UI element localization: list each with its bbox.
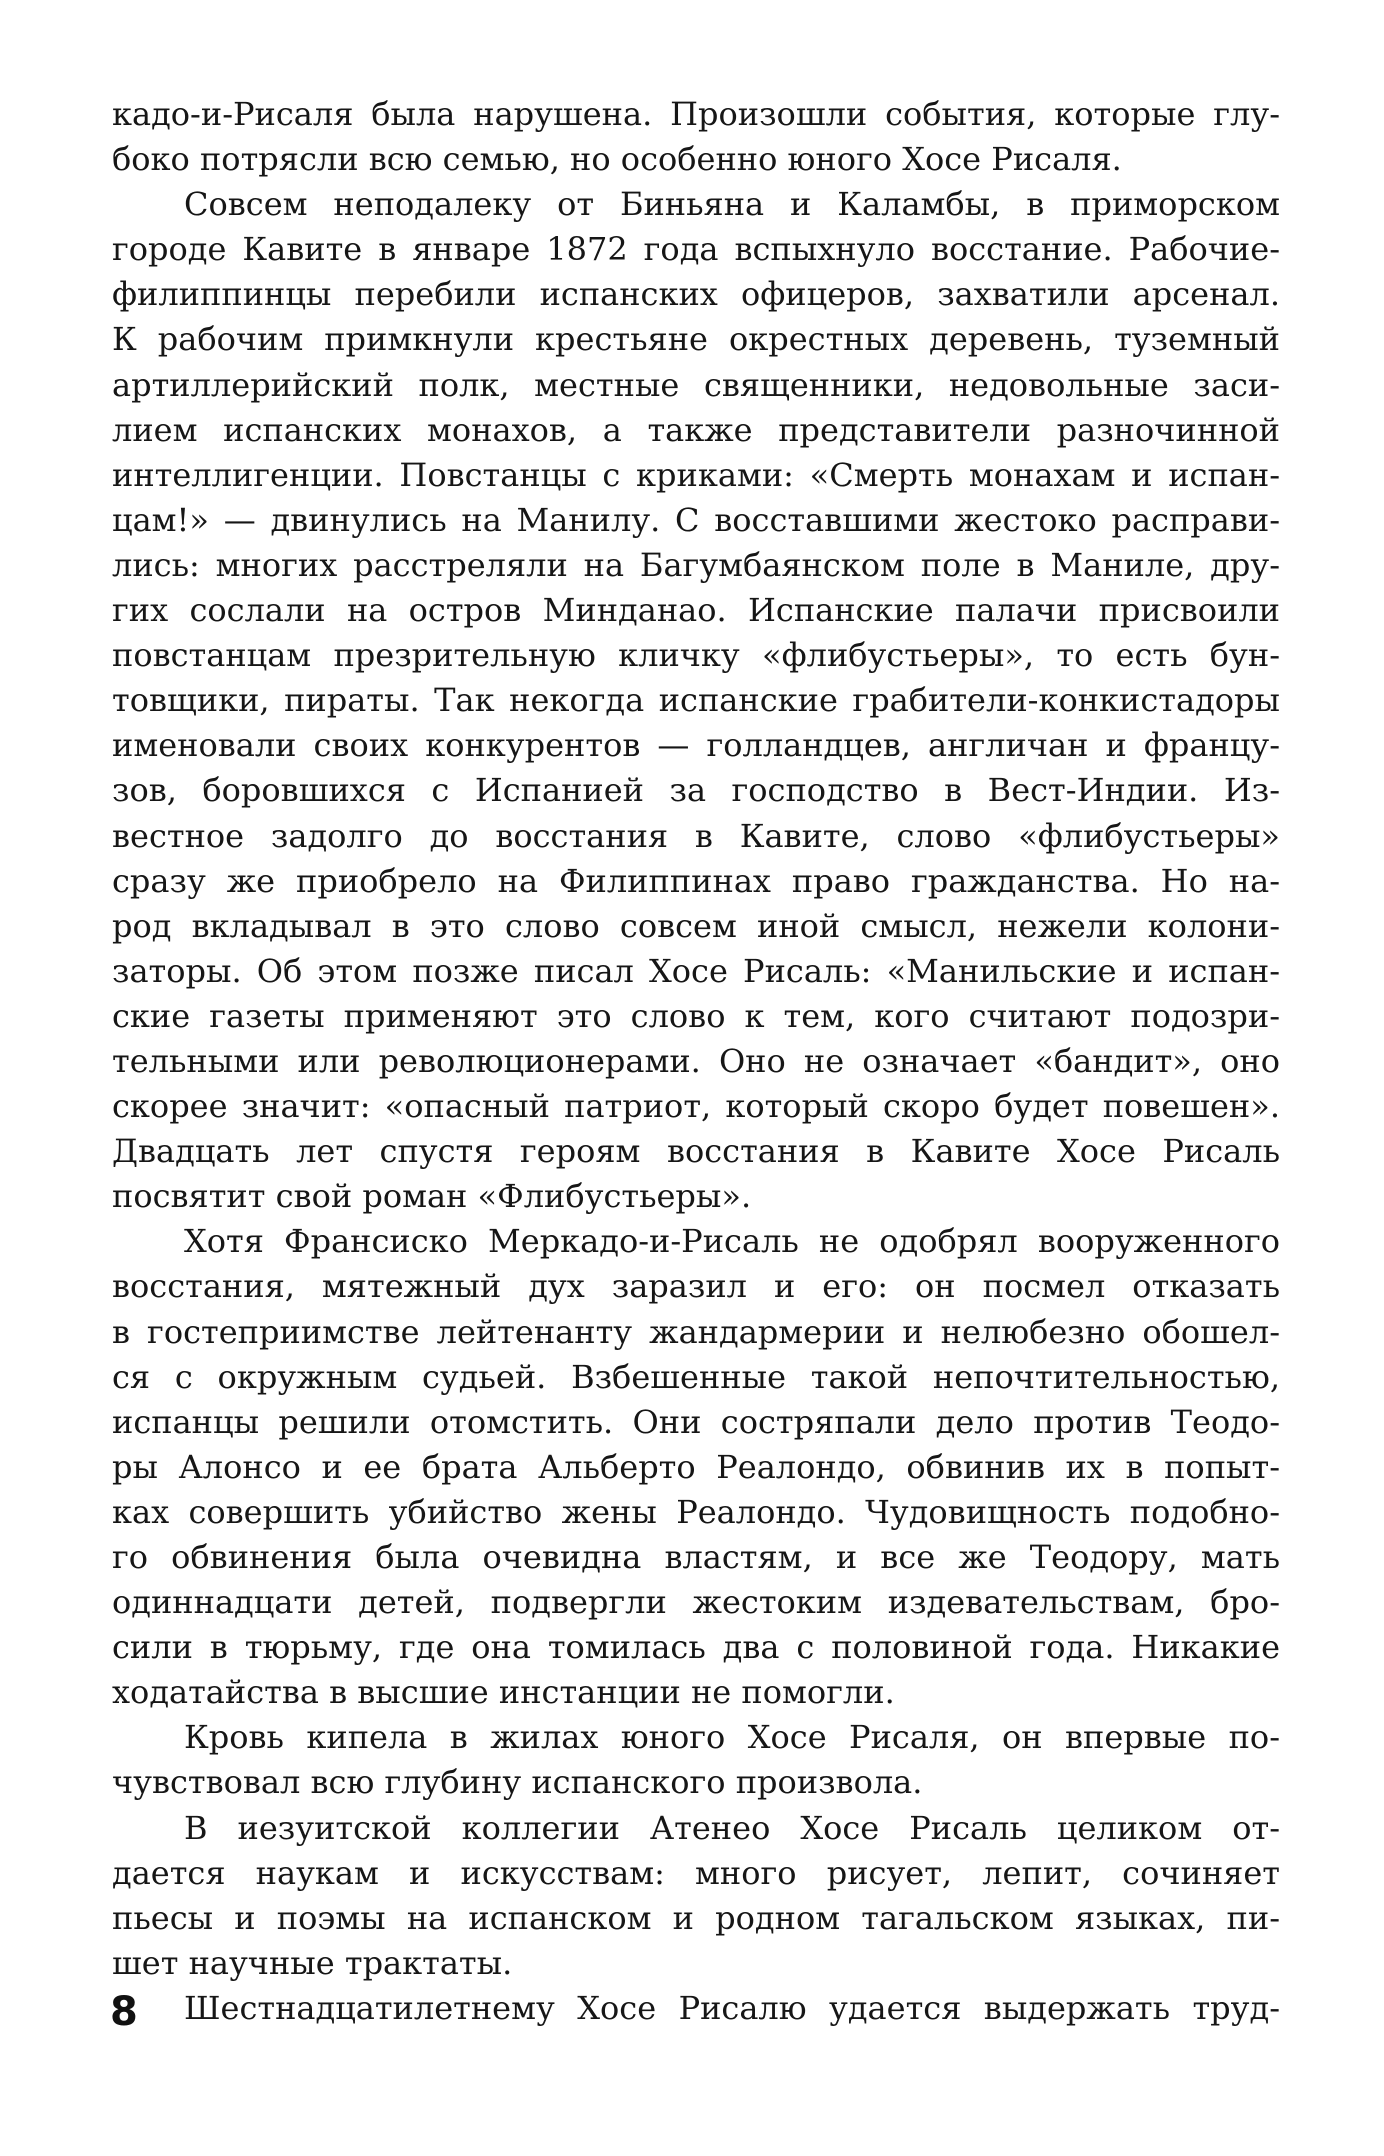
text-line: ские газеты применяют это слово к тем, кого считают подозри-	[112, 996, 1280, 1035]
text-line: вестное задолго до восстания в Кавите, слово «флибустьеры»	[112, 816, 1280, 855]
text-line: шет научные трактаты.	[112, 1943, 513, 1982]
body-text	[112, 92, 1280, 2031]
text-line: сразу же приобрело на Филиппинах право гражданства. Но на-	[112, 861, 1280, 900]
text-line: лись: многих расстреляли на Багумбаянском поле в Маниле, дру-	[112, 545, 1280, 584]
text-line: чувствовал всю глубину испанского произвола.	[112, 1763, 923, 1802]
text-line: именовали своих конкурентов — голландцев, англичан и францу-	[112, 726, 1280, 765]
text-line: род вкладывал в это слово совсем иной смысл, нежели колони-	[112, 906, 1280, 945]
text-line: ходатайства в высшие инстанции не помогли.	[112, 1673, 895, 1712]
text-line: одиннадцати детей, подвергли жестоким издевательствам, бро-	[112, 1583, 1280, 1622]
text-line: испанцы решили отомстить. Они состряпали дело против Теодо-	[112, 1402, 1280, 1441]
text-line: посвятит свой роман «Флибустьеры».	[112, 1177, 752, 1216]
text-line: кадо-и-Рисаля была нарушена. Произошли события, которые глу-	[112, 95, 1280, 133]
text-line: К рабочим примкнули крестьяне окрестных деревень, туземный	[112, 320, 1280, 359]
text-line: городе Кавите в январе 1872 года вспыхнуло восстание. Рабочие-	[112, 230, 1280, 269]
text-line: лием испанских монахов, а также представители разночинной	[112, 410, 1280, 449]
text-line: артиллерийский полк, местные священники, недовольные заси-	[112, 365, 1280, 404]
text-line: Двадцать лет спустя героям восстания в Кавите Хосе Рисаль	[112, 1132, 1280, 1171]
text-line: Шестнадцатилетнему Хосе Рисалю удается выдержать труд-	[184, 1988, 1280, 2027]
text-line: скорее значит: «опасный патриот, который скоро будет повешен».	[112, 1087, 1280, 1126]
text-line: Совсем неподалеку от Биньяна и Каламбы, в приморском	[184, 185, 1280, 224]
text-line: ся с окружным судьей. Взбешенные такой непочтительностью,	[112, 1357, 1280, 1396]
text-line: дается наукам и искусствам: много рисует, лепит, сочиняет	[112, 1853, 1280, 1892]
text-line: зов, боровшихся с Испанией за господство в Вест-Индии. Из-	[112, 771, 1280, 810]
text-line: цам!» — двинулись на Манилу. С восставшими жестоко расправи-	[112, 500, 1280, 539]
text-line: ках совершить убийство жены Реалондо. Чудовищность подобно-	[112, 1492, 1280, 1531]
text-line: пьесы и поэмы на испанском и родном тагальском языках, пи-	[112, 1898, 1280, 1937]
text-line: филиппинцы перебили испанских офицеров, захватили арсенал.	[112, 275, 1280, 314]
text-line: В иезуитской коллегии Атенео Хосе Рисаль целиком от-	[184, 1808, 1280, 1847]
text-line: ры Алонсо и ее брата Альберто Реалондо, обвинив их в попыт-	[112, 1447, 1280, 1486]
text-line: сили в тюрьму, где она томилась два с половиной года. Никакие	[112, 1628, 1280, 1667]
text-line: Хотя Франсиско Меркадо-и-Рисаль не одобрял вооруженного	[184, 1222, 1280, 1261]
text-line: Кровь кипела в жилах юного Хосе Рисаля, он впервые по-	[184, 1718, 1280, 1757]
text-line: восстания, мятежный дух заразил и его: он посмел отказать	[112, 1267, 1280, 1306]
text-line: товщики, пираты. Так некогда испанские грабители-конкистадоры	[112, 681, 1280, 720]
text-line: гих сослали на остров Минданао. Испанские палачи присвоили	[112, 591, 1280, 630]
text-line: повстанцам презрительную кличку «флибустьеры», то есть бун-	[112, 636, 1280, 675]
text-line: тельными или революционерами. Оно не означает «бандит», оно	[112, 1041, 1280, 1080]
page-number: 8	[110, 1989, 138, 2035]
text-line: го обвинения была очевидна властям, и все же Теодору, мать	[112, 1538, 1280, 1576]
text-line: заторы. Об этом позже писал Хосе Рисаль: «Манильские и испан-	[112, 951, 1280, 990]
text-line: в гостеприимстве лейтенанту жандармерии и нелюбезно обошел-	[112, 1312, 1280, 1351]
text-line: боко потрясли всю семью, но особенно юного Хосе Рисаля.	[112, 140, 1122, 179]
text-line: интеллигенции. Повстанцы с криками: «Смерть монахам и испан-	[112, 455, 1280, 494]
